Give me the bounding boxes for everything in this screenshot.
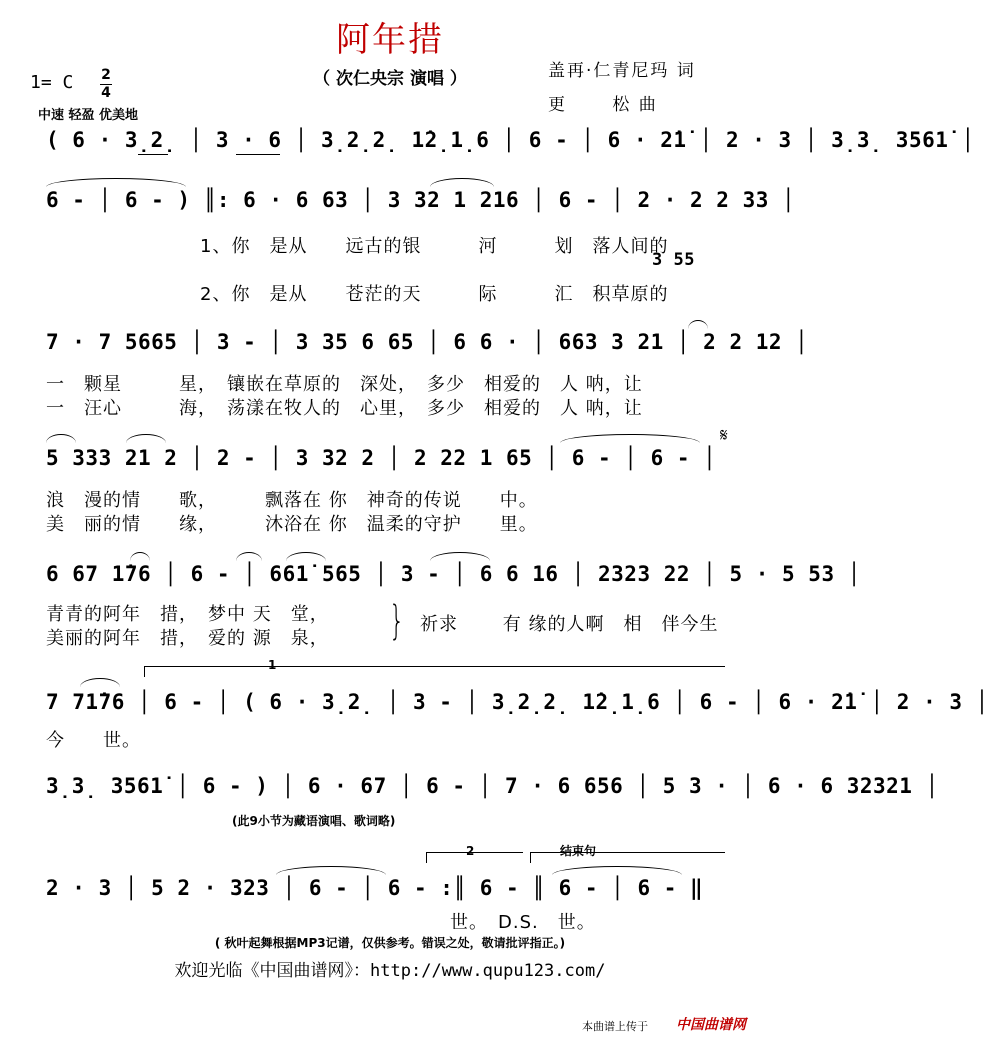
lyricist-credit: 盖再·仁青尼玛 词 bbox=[548, 61, 696, 81]
welcome-line[interactable]: 欢迎光临《中国曲谱网》：http://www.qupu123.com/ bbox=[174, 961, 606, 981]
meter-top: 2 bbox=[101, 67, 111, 83]
alt-notes: 3 55 bbox=[652, 250, 695, 270]
singer-line: （ 次仁央宗 演唱 ） bbox=[313, 69, 467, 89]
page-title: 阿年措 bbox=[336, 20, 444, 60]
tie-slur bbox=[430, 552, 490, 561]
tie-slur bbox=[286, 552, 326, 561]
segno-icon: 𝄋 bbox=[720, 425, 728, 446]
volta-1-label: 1 bbox=[268, 658, 277, 672]
lyrics-row-4-verse-2: 美 丽的情 缘， 沐浴在 你 温柔的守护 里。 bbox=[46, 514, 538, 535]
tempo-marking: 中速 轻盈 优美地 bbox=[38, 108, 139, 123]
composer-credit: 更 松 曲 bbox=[548, 95, 658, 115]
meter-bottom: 4 bbox=[101, 85, 111, 101]
volta-bracket-2 bbox=[426, 852, 523, 863]
score-row-5: 6 67 1̇76 │ 6 - │ 661̇ 565 │ 3 - │ 6 6 16 │ 2323 22 │ 5 · 5 53 │ bbox=[46, 562, 861, 586]
lyrics-row-4-verse-1: 浪 漫的情 歌， 飘落在 你 神奇的传说 中。 bbox=[46, 490, 538, 511]
lyrics-row-2-verse-2: 2、你 是从 苍茫的天 际 汇 积草原的 bbox=[200, 284, 669, 305]
lyrics-row-3-verse-1: 一 颗星 星， 镶嵌在草原的 深处， 多少 相爱的 人 呐，让 bbox=[46, 374, 643, 395]
lyrics-row-5-verse-2: 美丽的阿年 措， 爱的 源 泉， bbox=[46, 628, 329, 649]
site-logo[interactable]: 中国曲谱网 bbox=[676, 1017, 746, 1033]
lyrics-row-6: 今 世。 bbox=[46, 730, 141, 751]
tie-slur bbox=[46, 434, 76, 443]
key-signature: 1= C bbox=[30, 72, 74, 93]
tie-slur bbox=[430, 178, 494, 187]
underline bbox=[138, 154, 168, 155]
tie-slur bbox=[552, 866, 682, 875]
tie-slur bbox=[126, 434, 166, 443]
upload-label: 本曲谱上传于 bbox=[582, 1020, 648, 1033]
transcription-note: ( 秋叶起舞根据MP3记谱，仅供参考。错误之处，敬请批评指正。) bbox=[214, 936, 566, 950]
performance-note: (此9小节为藏语演唱、歌词略) bbox=[232, 814, 396, 828]
tie-slur bbox=[560, 434, 700, 443]
score-row-8: 2 · 3 │ 5 2 · 323 │ 6 - │ 6 - :║ 6 - ║ 6 - │ 6 - ‖ bbox=[46, 876, 704, 900]
tie-slur bbox=[688, 320, 708, 329]
score-row-3: 7 · 7 5665 │ 3 - │ 3 35 6 65 │ 6 6 · │ 663 3 21 │ 2 2 12 │ bbox=[46, 330, 809, 354]
tie-slur bbox=[276, 866, 386, 875]
score-row-6: 7 71̇76 │ 6 - │ ( 6 · 3̣2̣ │ 3 - │ 3̣2̣2̣ 1̇2̣1̣6 │ 6 - │ 6 · 2̇1̇ │ 2 · 3 │ bbox=[46, 690, 989, 714]
lyrics-row-8: 世。 D.S. 世。 bbox=[450, 912, 596, 933]
lyrics-row-5-shared: 祈求 有 缘的人啊 相 伴今生 bbox=[420, 614, 719, 635]
coda-label: 结束句 bbox=[560, 844, 597, 858]
brace-icon: } bbox=[389, 598, 405, 644]
tie-slur bbox=[80, 678, 120, 687]
score-row-7: 3̣3̣ 3561̇ │ 6 - ) │ 6 · 67 │ 6 - │ 7 · 6 656 │ 5 3 · │ 6 · 6 32321 │ bbox=[46, 774, 939, 798]
volta-2-label: 2 bbox=[466, 844, 475, 858]
lyrics-row-5-verse-1: 青青的阿年 措， 梦中 天 堂， bbox=[46, 604, 329, 625]
tie-slur bbox=[46, 178, 186, 187]
score-row-2: 6 - │ 6 - ) ║: 6 · 6 63 │ 3 32 1 216 │ 6 - │ 2 · 2 2 33 │ bbox=[46, 188, 796, 212]
underline bbox=[236, 154, 280, 155]
tie-slur bbox=[236, 552, 262, 561]
volta-bracket-1 bbox=[144, 666, 725, 677]
lyrics-row-2-verse-1: 1、你 是从 远古的银 河 划 落人间的 bbox=[200, 236, 669, 257]
tie-slur bbox=[130, 552, 150, 561]
score-row-4: 5 333 21 2 │ 2 - │ 3 32 2 │ 2 22 1 65 │ 6 - │ 6 - │ bbox=[46, 446, 717, 470]
score-row-1: ( 6 · 3̣2̣ │ 3 · 6 │ 3̣2̣2̣ 1̇2̣1̣6 │ 6 - │ 6 · 2̇1̇ │ 2 · 3 │ 3̣3̣ 3561̇ │ bbox=[46, 128, 975, 152]
lyrics-row-3-verse-2: 一 汪心 海， 荡漾在牧人的 心里， 多少 相爱的 人 呐，让 bbox=[46, 398, 643, 419]
time-signature bbox=[100, 68, 112, 101]
